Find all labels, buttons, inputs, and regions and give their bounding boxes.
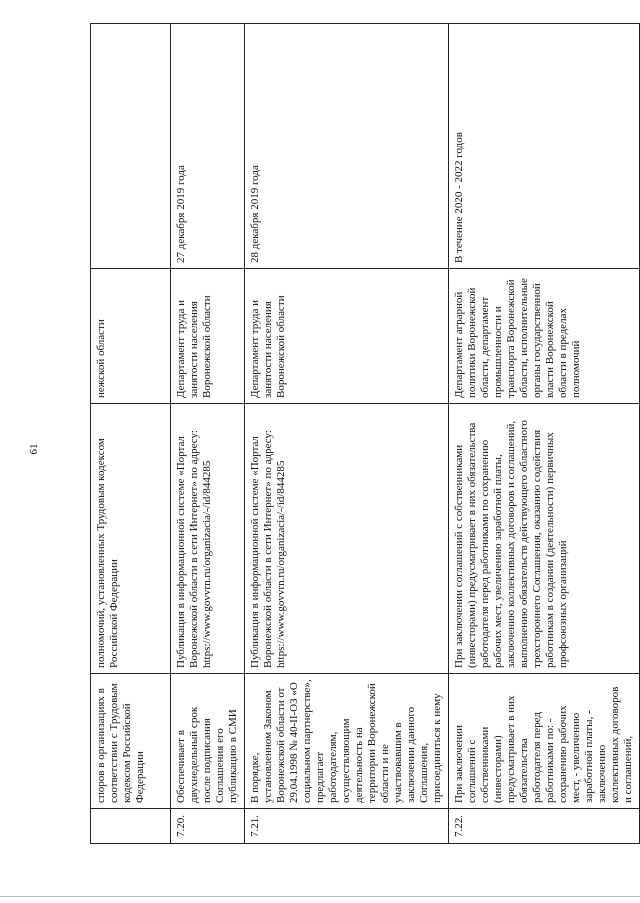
indicator-cell: При заключении соглашений с собственниками (инвесторами) предусматривает в них обязательства работодателя перед работниками по сохранению рабочих мест, увеличению заработной платы, заключению коллективных договоров и соглашений, выполнению обязательств действующего областного трехстороннего Соглашения, оказанию содействия работникам в создании (деятельности) первичных профсоюзных организаций [449, 404, 640, 674]
action-cell: В порядке, установленном Законом Воронежской области от 29.04.1998 № 40-II-ОЗ «О социальном партнерстве», предлагает работодателям, осуществляющим деятельность на территории Воронежской области и не участвовавшим в заключении данного Соглашения, присоединиться к нему [245, 674, 449, 809]
table-row [245, 24, 449, 844]
indicator-cell: полномочий, установленных Трудовым кодексом Российской Федерации [91, 404, 171, 674]
row-number: 7.21. [245, 809, 449, 844]
row-number [91, 809, 171, 844]
scan-edge-line [0, 896, 640, 897]
page-number: 61 [28, 443, 40, 455]
executor-cell: Департамент труда и занятости населения Воронежской области [171, 269, 245, 404]
document-table-area [90, 24, 634, 844]
action-cell: споров в организациях в соответствии с Трудовым кодексом Российской Федерации [91, 674, 171, 809]
executor-cell: Департамент труда и занятости населения Воронежской области [245, 269, 449, 404]
table-row [91, 24, 171, 844]
term-cell: В течение 2020 - 2022 годов [449, 24, 640, 269]
table-row [449, 24, 640, 844]
indicator-cell: Публикация в информационной системе «Портал Воронежской области в сети Интернет» по адресу: https://www.govvrn.ru/organizacia/-/id/844285 [171, 404, 245, 674]
document-table-rotated [90, 24, 634, 844]
executor-cell: Департамент аграрной политики Воронежской области, департамент промышленности и транспорта Воронежской области, исполнительные органы государственной власти Воронежской области в пределах полномочий [449, 269, 640, 404]
row-number: 7.20. [171, 809, 245, 844]
row-number: 7.22. [449, 809, 640, 844]
term-cell: 27 декабря 2019 года [171, 24, 245, 269]
action-cell: При заключении соглашений с собственниками (инвесторами) предусматривает в них обязательства работодателя перед работниками по: - сохранению рабочих мест, - увеличению заработной платы, - заключению коллективных договоров и соглашений, [449, 674, 640, 809]
indicator-cell: Публикация в информационной системе «Портал Воронежской области в сети Интернет» по адресу: https://www.govvrn.ru/organizacia/-/id/844285 [245, 404, 449, 674]
table-row [171, 24, 245, 844]
term-cell: 28 декабря 2019 года [245, 24, 449, 269]
action-cell: Обеспечивает в двухнедельный срок после подписания Соглашения его публикацию в СМИ [171, 674, 245, 809]
measures-table [90, 23, 640, 844]
executor-cell: нежской области [91, 269, 171, 404]
term-cell [91, 24, 171, 269]
